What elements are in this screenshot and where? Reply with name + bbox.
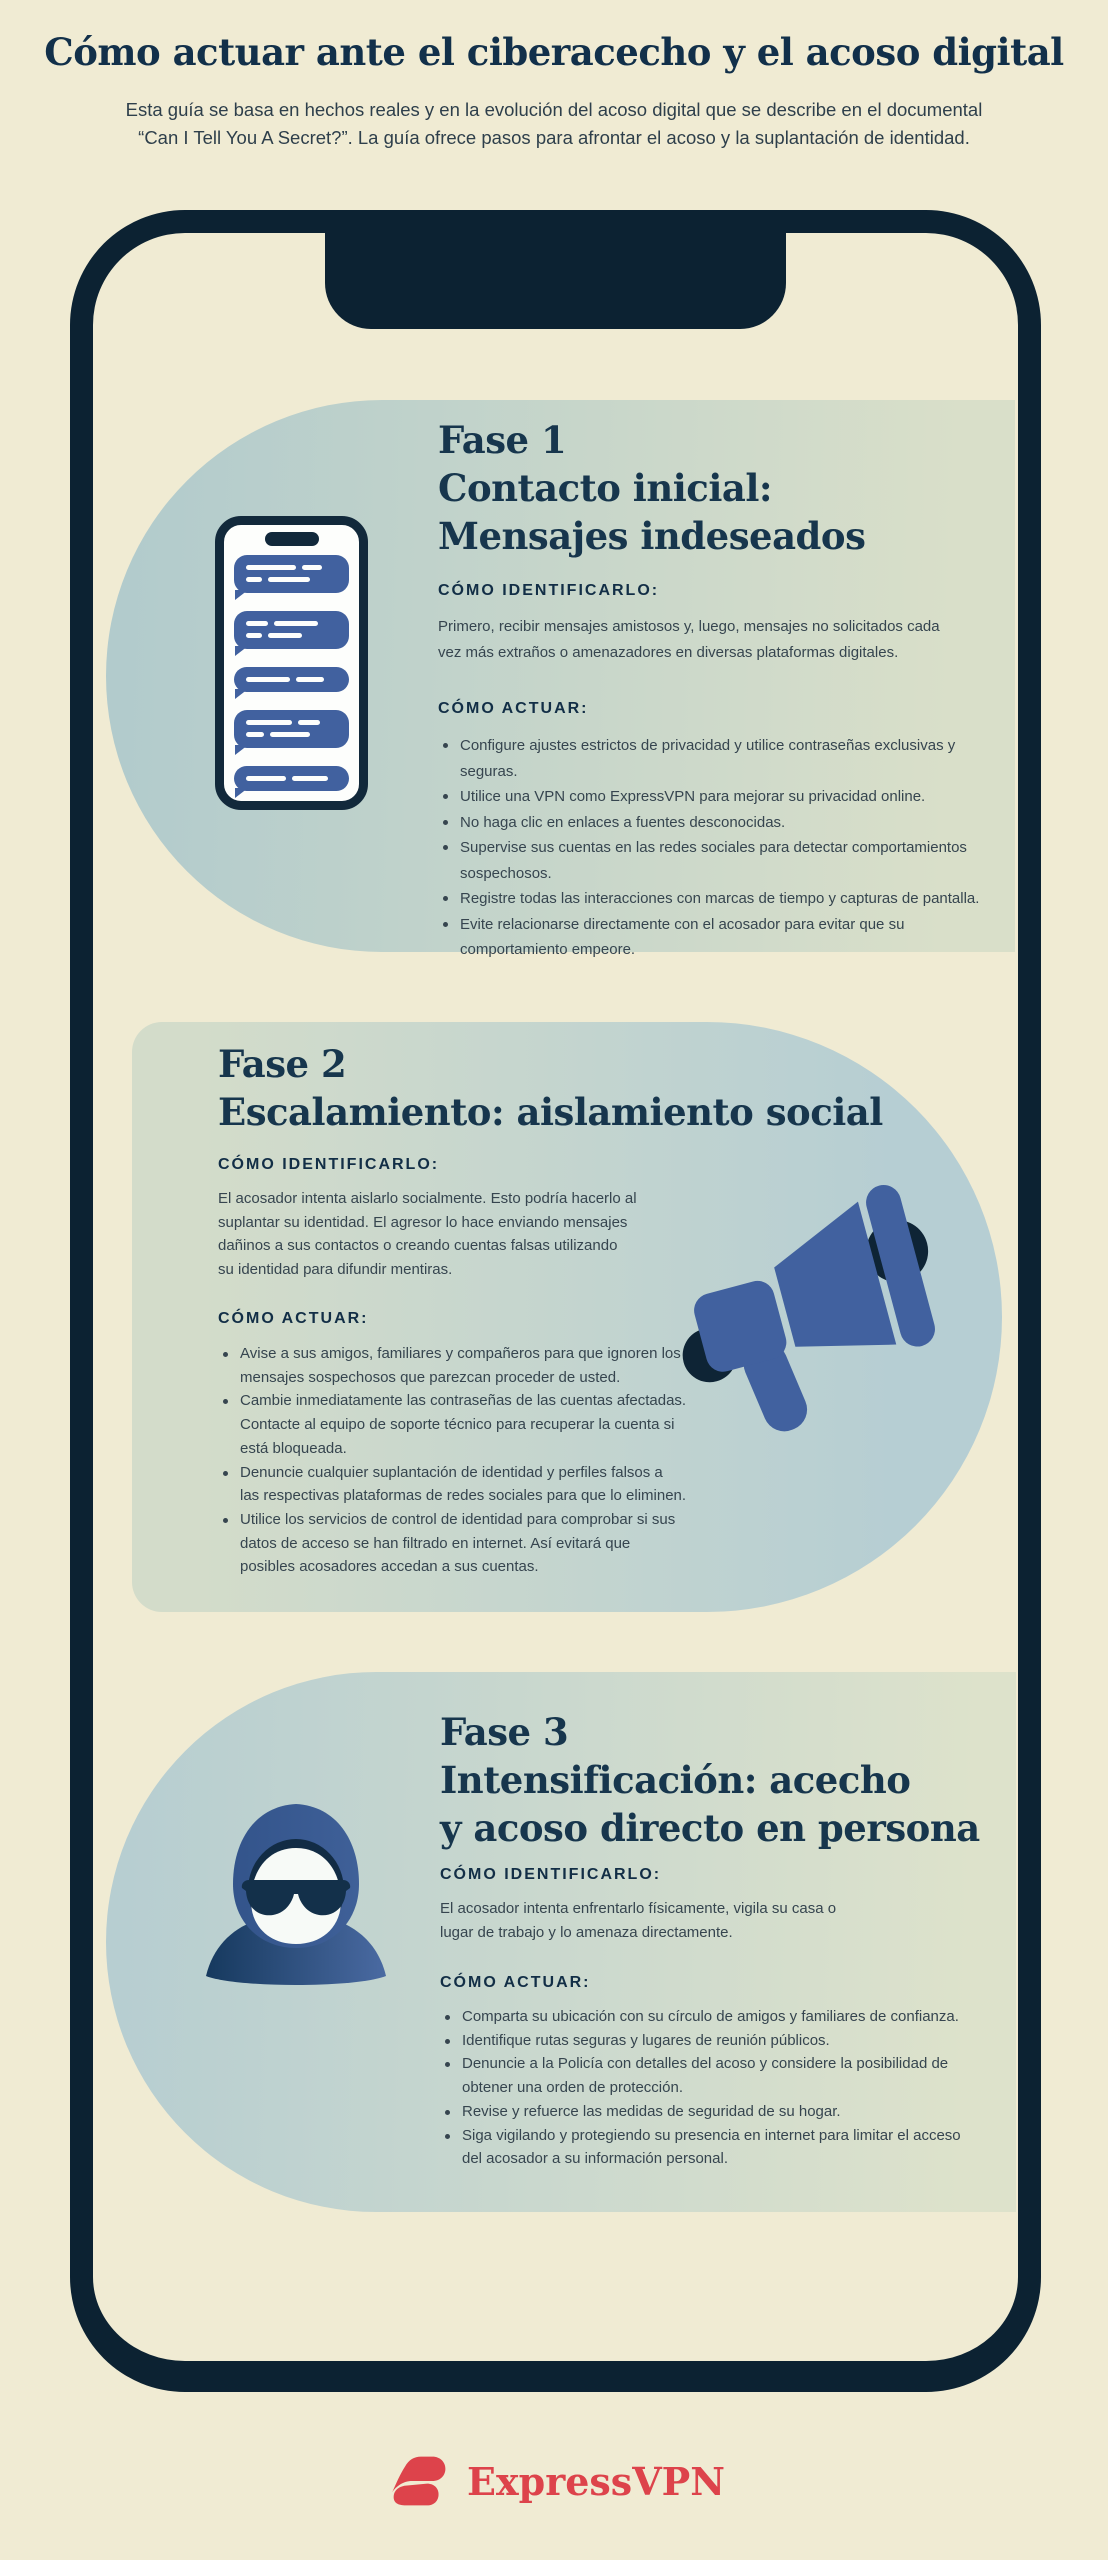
chat-text-line	[246, 633, 262, 638]
page-title: Cómo actuar ante el ciberacecho y el acoso digital	[44, 30, 1064, 74]
chat-text-line	[246, 565, 296, 570]
phase-2-title: Fase 2 Escalamiento: aislamiento social	[218, 1042, 883, 1134]
chat-text-line	[268, 633, 302, 638]
chat-bubble	[234, 611, 349, 649]
chat-bubble	[234, 555, 349, 593]
phase-3-identify-text: El acosador intenta enfrentarlo físicamente, vigila su casa o lugar de trabajo y lo amenaza directamente.	[440, 1900, 837, 1941]
bullet-item: Denuncie a la Policía con detalles del acoso y considere la posibilidad de obtener una orden de protección.	[440, 2052, 1030, 2099]
chat-bubbles	[234, 555, 349, 791]
brand-name: ExpressVPN	[467, 2458, 725, 2504]
chat-bubble	[234, 710, 349, 748]
megaphone-icon	[678, 1182, 948, 1442]
bullet-item: Configure ajustes estrictos de privacidad y utilice contraseñas exclusivas y seguras.	[438, 733, 1028, 784]
bullet-item: Avise a sus amigos, familiares y compañeros para que ignoren los mensajes sospechosos que parezcan proceder de usted.	[218, 1342, 698, 1389]
phase-3-actions-list	[440, 2005, 1030, 2171]
bullet-item: Identifique rutas seguras y lugares de reunión públicos.	[440, 2029, 1030, 2053]
bullet-item: Denuncie cualquier suplantación de identidad y perfiles falsos a las respectivas plataformas de redes sociales para que lo eliminen.	[218, 1461, 698, 1508]
chat-text-line	[246, 732, 264, 737]
phase-1-actions-list	[438, 733, 1028, 963]
chat-text-line	[246, 621, 268, 626]
bullet-item: Cambie inmediatamente las contraseñas de las cuentas afectadas. Contacte al equipo de soporte técnico para recuperar la cuenta si está bloqueada.	[218, 1389, 698, 1460]
bullet-item: Supervise sus cuentas en las redes sociales para detectar comportamientos sospechosos.	[438, 835, 1028, 886]
bullet-item: Utilice una VPN como ExpressVPN para mejorar su privacidad online.	[438, 784, 1028, 810]
phase-3-identify-label: CÓMO IDENTIFICARLO:	[440, 1866, 662, 1883]
page-subtitle: Esta guía se basa en hechos reales y en la evolución del acoso digital que se describe en el documental “Can I Tell You A Secret?”. La guía ofrece pasos para afrontar el acoso y la suplantación de identidad.	[125, 99, 983, 148]
bullet-item: Evite relacionarse directamente con el acosador para evitar que su comportamiento empeore.	[438, 912, 1028, 963]
hooded-stalker-icon	[196, 1796, 396, 1988]
chat-messages-phone-icon	[215, 516, 368, 810]
phase-1-title: Fase 1 Contacto inicial: Mensajes indeseados	[438, 418, 866, 558]
chat-text-line	[298, 720, 320, 725]
chat-text-line	[268, 577, 310, 582]
bullet-item: Utilice los servicios de control de identidad para comprobar si sus datos de acceso se han filtrado en internet. Así evitará que posibles acosadores accedan a sus cuentas.	[218, 1508, 698, 1579]
phase-1-identify-label: CÓMO IDENTIFICARLO:	[438, 582, 660, 599]
phase-1-identify-text: Primero, recibir mensajes amistosos y, luego, mensajes no solicitados cada vez más extraños o amenazadores en diversas plataformas digitales.	[438, 618, 940, 661]
chat-text-line	[274, 621, 318, 626]
footer-brand	[0, 2436, 1108, 2526]
chat-text-line	[292, 776, 328, 781]
phase-2-actions-list	[218, 1342, 698, 1579]
phase-3-title: Fase 3 Intensificación: acecho y acoso directo en persona	[440, 1710, 980, 1850]
chat-text-line	[296, 677, 324, 682]
chat-text-line	[246, 720, 292, 725]
expressvpn-logo-icon	[383, 2448, 453, 2514]
phone-icon-notch	[265, 532, 319, 546]
chat-bubble	[234, 667, 349, 692]
chat-text-line	[246, 577, 262, 582]
phase-3-act-label: CÓMO ACTUAR:	[440, 1974, 591, 1991]
bullet-item: Comparta su ubicación con su círculo de amigos y familiares de confianza.	[440, 2005, 1030, 2029]
chat-text-line	[246, 776, 286, 781]
chat-text-line	[270, 732, 310, 737]
phase-2-identify-text: El acosador intenta aislarlo socialmente. Esto podría hacerlo al suplantar su identidad. El agresor lo hace enviando mensajes dañinos a sus contactos o creando cuentas falsas utilizando su identidad para difundir mentiras.	[218, 1190, 637, 1279]
chat-text-line	[302, 565, 322, 570]
bullet-item: Registre todas las interacciones con marcas de tiempo y capturas de pantalla.	[438, 886, 1028, 912]
bullet-item: No haga clic en enlaces a fuentes desconocidas.	[438, 810, 1028, 836]
chat-bubble	[234, 766, 349, 791]
phone-notch	[325, 210, 786, 329]
phase-2-act-label: CÓMO ACTUAR:	[218, 1310, 369, 1327]
bullet-item: Revise y refuerce las medidas de seguridad de su hogar.	[440, 2100, 1030, 2124]
phase-2-identify-label: CÓMO IDENTIFICARLO:	[218, 1156, 440, 1173]
chat-text-line	[246, 677, 290, 682]
bullet-item: Siga vigilando y protegiendo su presencia en internet para limitar el acceso del acosador a su información personal.	[440, 2124, 1030, 2171]
phase-1-act-label: CÓMO ACTUAR:	[438, 700, 589, 717]
